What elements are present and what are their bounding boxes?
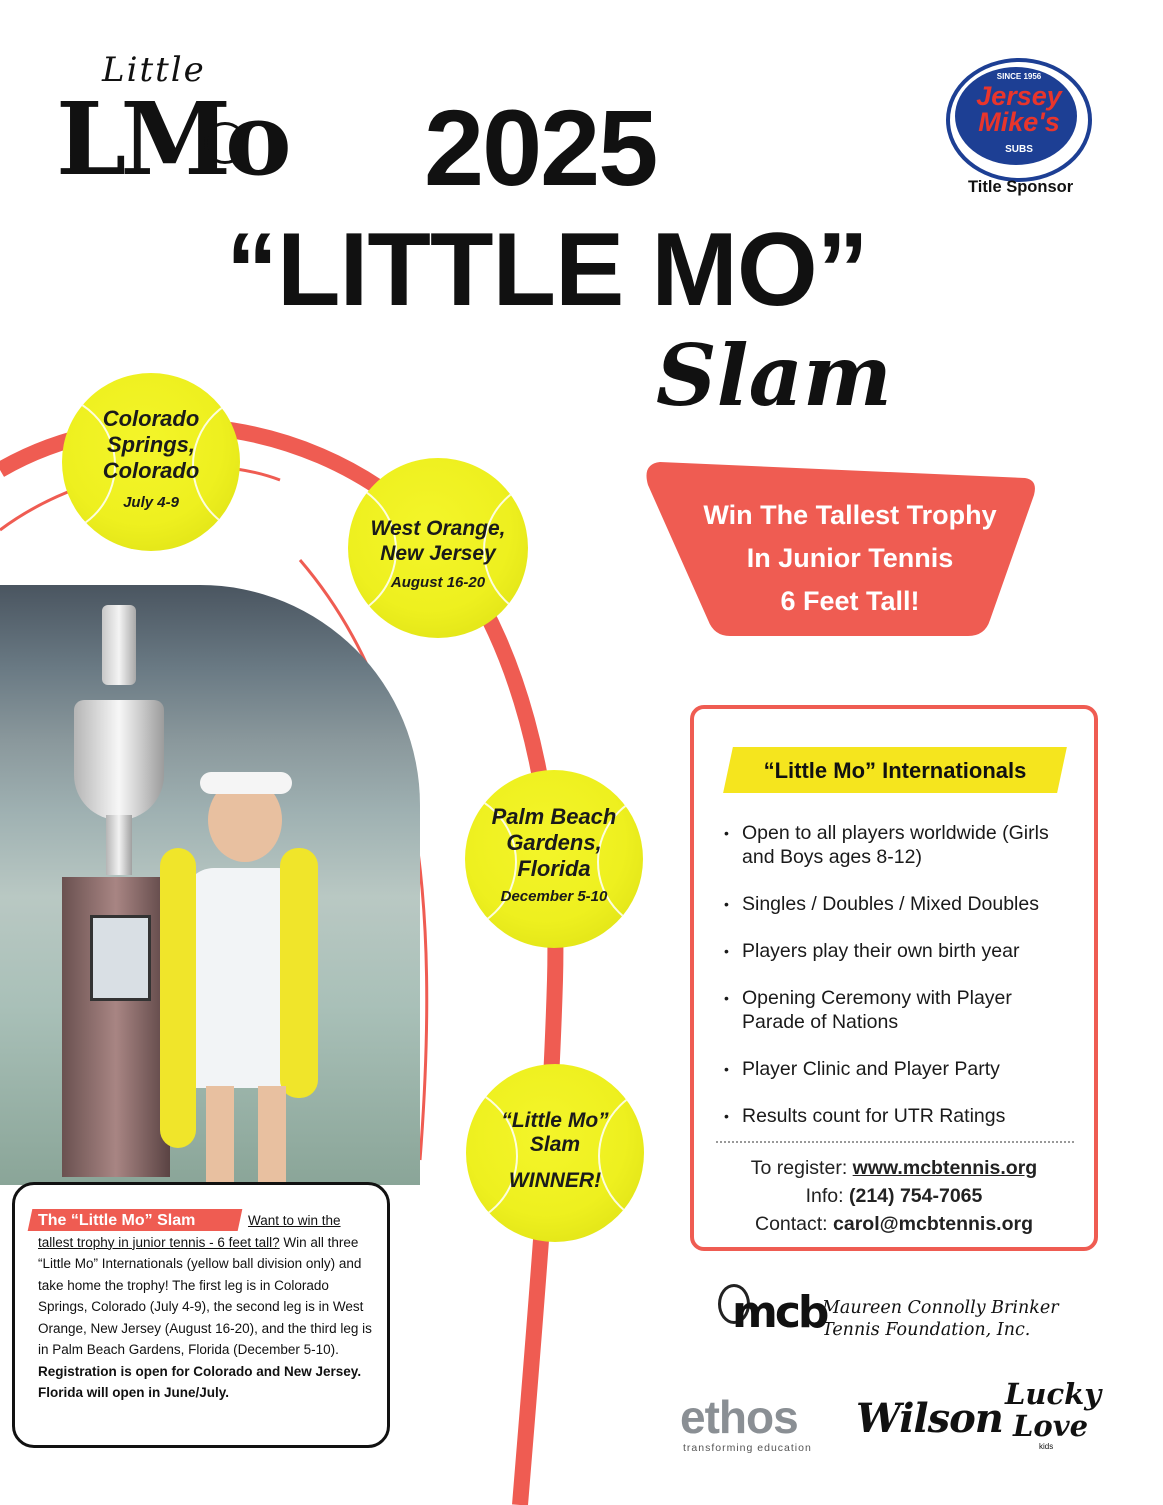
register-link[interactable]: www.mcbtennis.org (852, 1157, 1038, 1179)
title-script: Slam (656, 326, 892, 425)
sponsor-label: Title Sponsor (968, 178, 1074, 196)
trophy-banner-line-2: In Junior Tennis (746, 543, 954, 573)
foundation-line-1: Maureen Connolly Brinker (822, 1298, 1059, 1318)
list-item: • Opening Ceremony with Player Parade of Nations (716, 986, 1072, 1034)
ethos-word: ethos (680, 1391, 798, 1443)
little-mo-logo (50, 50, 286, 220)
ball-new-jersey-l1: West Orange, (370, 517, 506, 540)
title-year: 2025 (424, 87, 657, 208)
trophy-banner (660, 494, 1040, 623)
mcb-logo (718, 1280, 1059, 1350)
list-item: • Open to all players worldwide (Girls and Boys ages 8-12) (716, 821, 1072, 869)
trophy-banner-line-1: Win The Tallest Trophy (703, 500, 997, 530)
love-word: Love (1013, 1409, 1089, 1443)
sponsor-brand-2: Mike's (978, 107, 1060, 137)
dotted-divider (716, 1141, 1074, 1143)
internationals-list (716, 821, 1072, 1151)
ball-florida-dates: December 5-10 (500, 888, 608, 905)
slam-box-bold: Registration is open for Colorado and New Jersey. Florida will open in June/July. (38, 1363, 362, 1400)
slam-box-text (38, 1210, 372, 1404)
ball-colorado (62, 373, 240, 551)
trophy-banner-line-3: 6 Feet Tall! (780, 586, 920, 616)
mcb-mark: mcb (732, 1287, 827, 1338)
trophy (62, 605, 172, 1165)
ethos-logo (680, 1392, 840, 1452)
ball-florida-l1: Palm Beach (491, 804, 617, 829)
title-name: “LITTLE MO” (226, 212, 868, 328)
ball-winner-l2: Slam (529, 1133, 581, 1156)
ball-florida-l2: Gardens, (506, 830, 602, 855)
contact-email-link[interactable]: carol@mcbtennis.org (833, 1213, 1034, 1235)
ethos-tagline: transforming education (683, 1442, 812, 1454)
player-girl (170, 760, 330, 1185)
register-label: To register: (750, 1157, 853, 1179)
slam-tag-label: The “Little Mo” Slam (38, 1212, 196, 1229)
ball-florida-l3: Florida (517, 856, 591, 881)
slam-box-underlined: Want to win the tallest trophy in junior tennis - 6 feet tall? (38, 1213, 341, 1250)
ball-colorado-l2: Springs, (106, 432, 195, 457)
logo-word: Little (102, 50, 206, 90)
ball-winner-l1: “Little Mo” (501, 1109, 609, 1132)
ball-new-jersey-dates: August 16-20 (390, 574, 486, 591)
sponsor-brand-1: Jersey (976, 81, 1062, 111)
contact-label: Contact: (754, 1213, 834, 1235)
ball-new-jersey (348, 458, 528, 638)
logo-initials: LMo (56, 80, 286, 198)
internationals-box (690, 705, 1098, 1251)
jersey-mikes-logo (946, 58, 1086, 176)
info-label: Info: (805, 1185, 849, 1207)
ball-florida (465, 770, 643, 948)
player-photo (0, 585, 420, 1185)
ball-new-jersey-l2: New Jersey (380, 542, 496, 565)
ball-colorado-l3: Colorado (102, 458, 200, 483)
lucky-love-logo (1005, 1377, 1102, 1473)
ball-colorado-dates: July 4-9 (123, 494, 179, 511)
ball-winner-l3: WINNER! (508, 1169, 602, 1192)
foundation-line-2: Tennis Foundation, Inc. (822, 1320, 1031, 1340)
list-item: • Singles / Doubles / Mixed Doubles (716, 892, 1072, 916)
list-item: • Players play their own birth year (716, 939, 1072, 963)
slam-box-body: Win all three “Little Mo” Internationals (yellow ball division only) and take home the trophy! The first leg is in Colorado Springs, Colorado (July 4-9), the second leg is in West Orange, New Jersey (August 16-20), and the third leg is in Palm Beach Gardens, Florida (December 5-10). (38, 1234, 372, 1357)
list-item: • Player Clinic and Player Party (716, 1057, 1072, 1081)
wilson-logo: Wilson (856, 1395, 1003, 1442)
sponsor-since: SINCE 1956 (996, 72, 1042, 81)
info-phone: (214) 754-7065 (849, 1185, 983, 1207)
list-item: • Results count for UTR Ratings (716, 1104, 1072, 1128)
internationals-heading: “Little Mo” Internationals (763, 758, 1027, 783)
kids-word: kids (1039, 1442, 1054, 1451)
ball-winner (466, 1064, 644, 1242)
ball-colorado-l1: Colorado (102, 406, 200, 431)
sponsor-subs: SUBS (1005, 144, 1033, 155)
lucky-word: Lucky (1005, 1377, 1102, 1411)
contact-block (694, 1154, 1094, 1238)
tennis-ball-icon (204, 122, 246, 164)
